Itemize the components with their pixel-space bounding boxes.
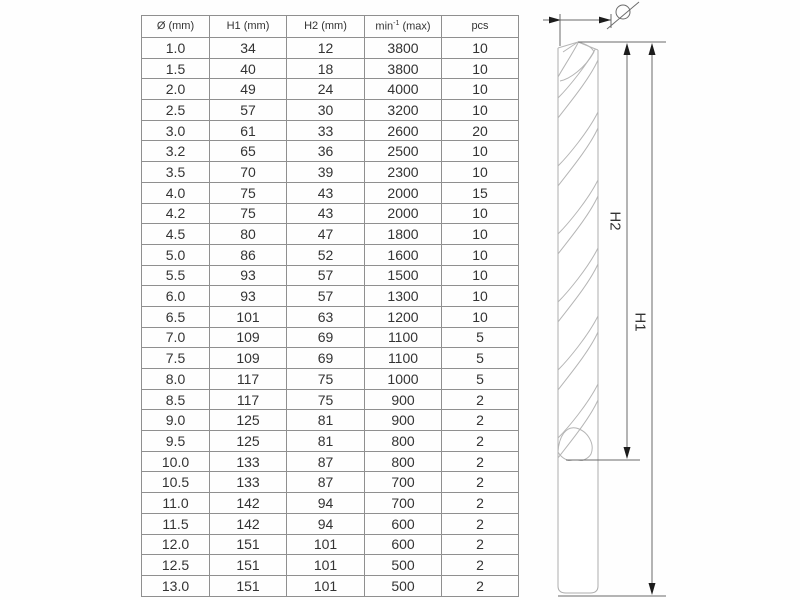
- cell-h1: 86: [210, 244, 287, 265]
- cell-diameter: 13.0: [142, 575, 210, 596]
- table-row: [142, 203, 519, 224]
- cell-h2: 43: [287, 203, 365, 224]
- h2-dimension-label: H2: [606, 211, 624, 231]
- cell-diameter: 6.0: [142, 286, 210, 307]
- cell-speed: 1600: [365, 244, 442, 265]
- cell-h2: 81: [287, 431, 365, 452]
- cell-speed: 1300: [365, 286, 442, 307]
- cell-pcs: 2: [442, 431, 519, 452]
- diameter-arrow-left-icon: [549, 17, 561, 24]
- cell-diameter: 2.5: [142, 100, 210, 121]
- cell-diameter: 1.5: [142, 58, 210, 79]
- cell-speed: 800: [365, 431, 442, 452]
- cell-pcs: 10: [442, 306, 519, 327]
- cell-speed: 600: [365, 534, 442, 555]
- cell-speed: 3800: [365, 38, 442, 59]
- cell-diameter: 8.5: [142, 389, 210, 410]
- cell-h2: 12: [287, 38, 365, 59]
- table-row: [142, 534, 519, 555]
- spec-table-body: [142, 38, 519, 597]
- cell-pcs: 5: [442, 327, 519, 348]
- cell-pcs: 2: [442, 472, 519, 493]
- cell-pcs: 10: [442, 224, 519, 245]
- cell-pcs: 10: [442, 79, 519, 100]
- table-row: [142, 410, 519, 431]
- cell-pcs: 2: [442, 451, 519, 472]
- h2-arrow-down-icon: [624, 447, 631, 459]
- table-row: [142, 369, 519, 390]
- cell-h1: 49: [210, 79, 287, 100]
- cell-h2: 43: [287, 182, 365, 203]
- cell-pcs: 10: [442, 203, 519, 224]
- table-row: [142, 265, 519, 286]
- cell-h2: 75: [287, 369, 365, 390]
- cell-h2: 63: [287, 306, 365, 327]
- cell-h2: 30: [287, 100, 365, 121]
- col-header-speed-rest: (max): [399, 20, 431, 33]
- cell-speed: 1100: [365, 348, 442, 369]
- cell-h1: 133: [210, 472, 287, 493]
- cell-speed: 2600: [365, 120, 442, 141]
- cell-diameter: 12.0: [142, 534, 210, 555]
- col-header-pcs: pcs: [442, 16, 519, 38]
- table-row: [142, 79, 519, 100]
- cell-speed: 900: [365, 389, 442, 410]
- spec-table-header: [142, 16, 519, 38]
- cell-h2: 52: [287, 244, 365, 265]
- cell-pcs: 10: [442, 141, 519, 162]
- cell-diameter: 9.0: [142, 410, 210, 431]
- cell-h2: 57: [287, 286, 365, 307]
- cell-h1: 70: [210, 162, 287, 183]
- spec-table: [141, 15, 519, 597]
- h2-arrow-up-icon: [624, 43, 631, 55]
- cell-pcs: 5: [442, 369, 519, 390]
- table-row: [142, 58, 519, 79]
- cell-speed: 800: [365, 451, 442, 472]
- diameter-symbol-icon: [607, 2, 639, 29]
- cell-h2: 36: [287, 141, 365, 162]
- cell-diameter: 3.2: [142, 141, 210, 162]
- cell-pcs: 2: [442, 410, 519, 431]
- cell-diameter: 2.0: [142, 79, 210, 100]
- table-row: [142, 575, 519, 596]
- cell-h2: 24: [287, 79, 365, 100]
- h1-dimension-label: H1: [631, 312, 649, 332]
- cell-speed: 1000: [365, 369, 442, 390]
- cell-h2: 47: [287, 224, 365, 245]
- cell-speed: 600: [365, 513, 442, 534]
- cell-speed: 700: [365, 493, 442, 514]
- cell-h1: 75: [210, 203, 287, 224]
- cell-h2: 69: [287, 327, 365, 348]
- cell-h1: 75: [210, 182, 287, 203]
- cell-pcs: 10: [442, 286, 519, 307]
- cell-diameter: 7.5: [142, 348, 210, 369]
- cell-pcs: 10: [442, 244, 519, 265]
- col-header-h1: H1 (mm): [210, 16, 287, 38]
- cell-pcs: 10: [442, 100, 519, 121]
- col-header-diameter: Ø (mm): [142, 16, 210, 38]
- cell-pcs: 5: [442, 348, 519, 369]
- cell-h1: 93: [210, 286, 287, 307]
- cell-h1: 151: [210, 575, 287, 596]
- cell-h2: 101: [287, 534, 365, 555]
- cell-h1: 133: [210, 451, 287, 472]
- cell-diameter: 9.5: [142, 431, 210, 452]
- table-row: [142, 306, 519, 327]
- table-row: [142, 38, 519, 59]
- cell-speed: 2000: [365, 182, 442, 203]
- col-header-speed-base: min: [375, 20, 394, 33]
- cell-pcs: 2: [442, 534, 519, 555]
- cell-pcs: 10: [442, 265, 519, 286]
- cell-diameter: 6.5: [142, 306, 210, 327]
- cell-diameter: 10.0: [142, 451, 210, 472]
- table-row: [142, 182, 519, 203]
- cell-speed: 2500: [365, 141, 442, 162]
- table-row: [142, 100, 519, 121]
- cell-speed: 500: [365, 555, 442, 576]
- cell-diameter: 5.5: [142, 265, 210, 286]
- h1-arrow-up-icon: [649, 43, 656, 55]
- table-row: [142, 141, 519, 162]
- col-header-speed-sup: -1: [393, 20, 400, 28]
- table-row: [142, 286, 519, 307]
- table-row: [142, 451, 519, 472]
- cell-diameter: 1.0: [142, 38, 210, 59]
- cell-pcs: 2: [442, 513, 519, 534]
- cell-speed: 4000: [365, 79, 442, 100]
- cell-diameter: 11.5: [142, 513, 210, 534]
- cell-h1: 57: [210, 100, 287, 121]
- cell-speed: 500: [365, 575, 442, 596]
- cell-h1: 101: [210, 306, 287, 327]
- cell-h2: 87: [287, 472, 365, 493]
- cell-diameter: 4.5: [142, 224, 210, 245]
- cell-h2: 69: [287, 348, 365, 369]
- cell-pcs: 2: [442, 389, 519, 410]
- cell-h1: 61: [210, 120, 287, 141]
- table-row: [142, 493, 519, 514]
- cell-diameter: 4.0: [142, 182, 210, 203]
- cell-h2: 94: [287, 493, 365, 514]
- cell-diameter: 3.0: [142, 120, 210, 141]
- cell-h1: 117: [210, 389, 287, 410]
- h1-arrow-down-icon: [649, 583, 656, 595]
- cell-h2: 81: [287, 410, 365, 431]
- diameter-arrow-right-icon: [599, 17, 611, 24]
- cell-diameter: 10.5: [142, 472, 210, 493]
- cell-diameter: 5.0: [142, 244, 210, 265]
- cell-h1: 40: [210, 58, 287, 79]
- col-header-h2: H2 (mm): [287, 16, 365, 38]
- cell-h2: 101: [287, 555, 365, 576]
- cell-diameter: 7.0: [142, 327, 210, 348]
- cell-h1: 151: [210, 555, 287, 576]
- cell-speed: 1200: [365, 306, 442, 327]
- table-row: [142, 224, 519, 245]
- table-row: [142, 555, 519, 576]
- cell-h2: 75: [287, 389, 365, 410]
- cell-h1: 80: [210, 224, 287, 245]
- cell-h1: 142: [210, 513, 287, 534]
- table-row: [142, 348, 519, 369]
- cell-speed: 3200: [365, 100, 442, 121]
- cell-h1: 65: [210, 141, 287, 162]
- cell-speed: 700: [365, 472, 442, 493]
- cell-h2: 39: [287, 162, 365, 183]
- cell-speed: 1500: [365, 265, 442, 286]
- cell-h2: 94: [287, 513, 365, 534]
- table-row: [142, 513, 519, 534]
- cell-speed: 1800: [365, 224, 442, 245]
- cell-pcs: 2: [442, 493, 519, 514]
- cell-h1: 93: [210, 265, 287, 286]
- cell-h1: 125: [210, 410, 287, 431]
- cell-pcs: 10: [442, 162, 519, 183]
- cell-h2: 33: [287, 120, 365, 141]
- table-row: [142, 120, 519, 141]
- cell-h1: 34: [210, 38, 287, 59]
- cell-h2: 57: [287, 265, 365, 286]
- drill-illustration: [528, 0, 700, 600]
- cell-h1: 125: [210, 431, 287, 452]
- cell-speed: 900: [365, 410, 442, 431]
- cell-h1: 117: [210, 369, 287, 390]
- col-header-speed: [365, 16, 442, 38]
- cell-speed: 2300: [365, 162, 442, 183]
- table-row: [142, 431, 519, 452]
- cell-diameter: 8.0: [142, 369, 210, 390]
- table-row: [142, 162, 519, 183]
- header-row: [142, 16, 519, 38]
- cell-diameter: 12.5: [142, 555, 210, 576]
- cell-h2: 18: [287, 58, 365, 79]
- table-row: [142, 389, 519, 410]
- cell-diameter: 4.2: [142, 203, 210, 224]
- cell-pcs: 2: [442, 555, 519, 576]
- cell-pcs: 15: [442, 182, 519, 203]
- table-row: [142, 472, 519, 493]
- cell-h1: 142: [210, 493, 287, 514]
- table-row: [142, 327, 519, 348]
- cell-speed: 2000: [365, 203, 442, 224]
- cell-speed: 3800: [365, 58, 442, 79]
- cell-h1: 109: [210, 348, 287, 369]
- cell-pcs: 2: [442, 575, 519, 596]
- cell-h1: 151: [210, 534, 287, 555]
- cell-speed: 1100: [365, 327, 442, 348]
- cell-pcs: 10: [442, 58, 519, 79]
- cell-pcs: 20: [442, 120, 519, 141]
- cell-h2: 101: [287, 575, 365, 596]
- cell-diameter: 11.0: [142, 493, 210, 514]
- cell-h1: 109: [210, 327, 287, 348]
- table-row: [142, 244, 519, 265]
- cell-pcs: 10: [442, 38, 519, 59]
- drill-body: [558, 48, 598, 593]
- cell-diameter: 3.5: [142, 162, 210, 183]
- cell-h2: 87: [287, 451, 365, 472]
